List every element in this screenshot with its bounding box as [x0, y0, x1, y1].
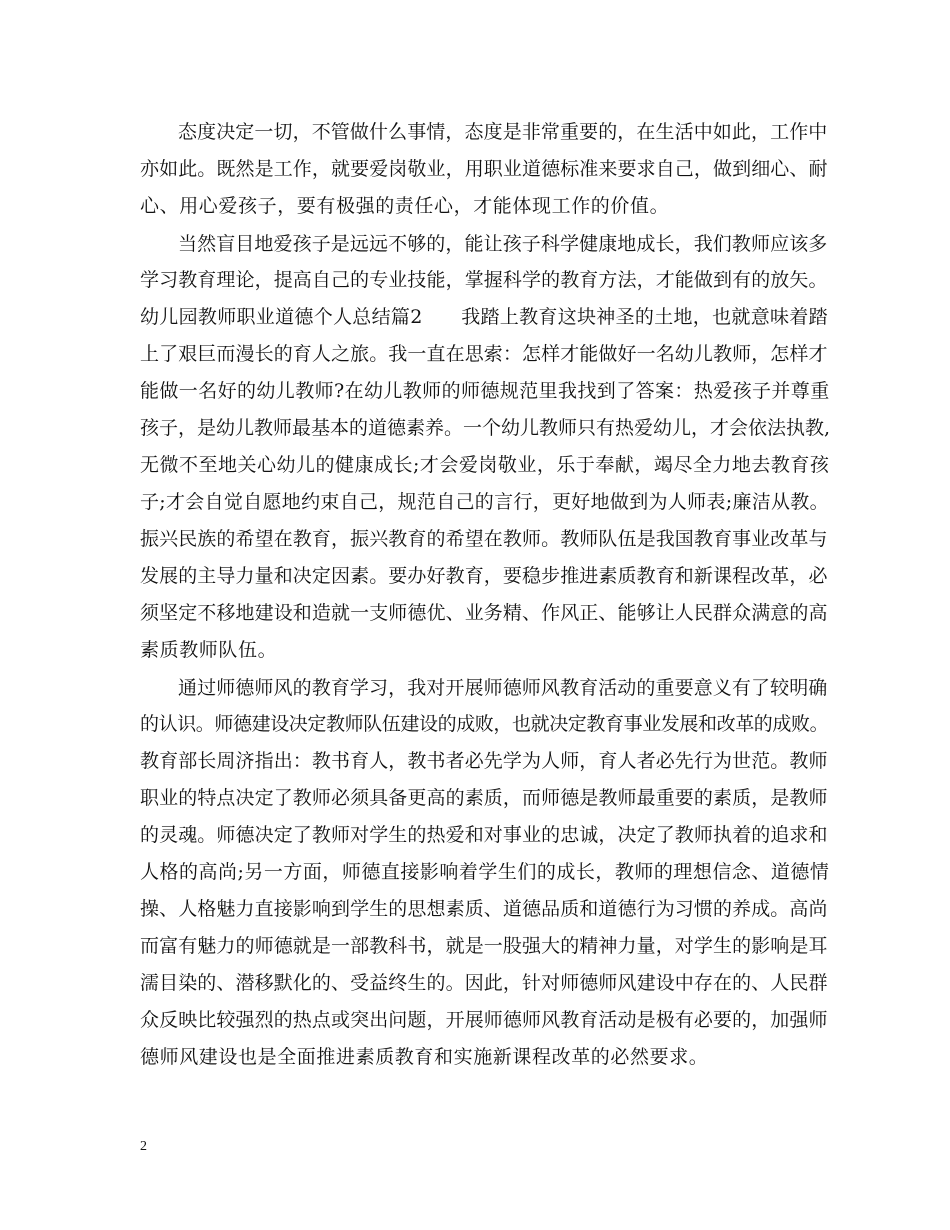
paragraph-line: 心、用心爱孩子，要有极强的责任心，才能体现工作的价值。	[140, 195, 670, 217]
page-number: 2	[140, 1139, 147, 1154]
paragraph-line: 的灵魂。师德决定了教师对学生的热爱和对事业的忠诚，决定了教师执着的追求和	[140, 824, 828, 846]
paragraph-line: 能做一名好的幼儿教师?在幼儿教师的师德规范里我找到了答案：热爱孩子并尊重	[140, 380, 830, 402]
paragraph-line: 无微不至地关心幼儿的健康成长;才会爱岗敬业，乐于奉献，竭尽全力地去教育孩	[140, 454, 830, 476]
paragraph-line: 的认识。师德建设决定教师队伍建设的成败，也就决定教育事业发展和改革的成败。	[140, 713, 829, 735]
paragraph-line: 濡目染的、潜移默化的、受益终生的。因此，针对师德师风建设中存在的、人民群	[140, 972, 828, 994]
paragraph-line: 德师风建设也是全面推进素质教育和实施新课程改革的必然要求。	[140, 1046, 709, 1068]
paragraph-line: 发展的主导力量和决定因素。要办好教育，要稳步推进素质教育和新课程改革，必	[140, 565, 828, 587]
paragraph-line: 而富有魅力的师德就是一部教科书，就是一股强大的精神力量，对学生的影响是耳	[140, 935, 828, 957]
paragraph-line: 素质教师队伍。	[140, 639, 278, 661]
paragraph-line: 当然盲目地爱孩子是远远不够的，能让孩子科学健康地成长，我们教师应该多	[178, 233, 828, 255]
paragraph-line: 上了艰巨而漫长的育人之旅。我一直在思索：怎样才能做好一名幼儿教师，怎样才	[140, 343, 828, 365]
paragraph-line: 振兴民族的希望在教育，振兴教育的希望在教师。教师队伍是我国教育事业改革与	[140, 528, 828, 550]
paragraph-line: 学习教育理论，提高自己的专业技能，掌握科学的教育方法，才能做到有的放矢。	[140, 269, 828, 291]
paragraph-line: 须坚定不移地建设和造就一支师德优、业务精、作风正、能够让人民群众满意的高	[140, 602, 828, 624]
paragraph-line: 教育部长周济指出：教书育人，教书者必先学为人师，育人者必先行为世范。教师	[140, 750, 828, 772]
paragraph-line: 众反映比较强烈的热点或突出问题，开展师德师风教育活动是极有必要的，加强师	[140, 1009, 828, 1031]
paragraph-line: 职业的特点决定了教师必须具备更高的素质，而师德是教师最重要的素质，是教师	[140, 787, 828, 809]
paragraph-line: 幼儿园教师职业道德个人总结篇2 我踏上教育这块神圣的土地，也就意味着踏	[140, 306, 828, 328]
paragraph-line: 孩子，是幼儿教师最基本的道德素养。一个幼儿教师只有热爱幼儿，才会依法执教,	[140, 417, 831, 439]
paragraph-line: 亦如此。既然是工作，就要爱岗敬业，用职业道德标准来要求自己，做到细心、耐	[140, 158, 828, 180]
paragraph-line: 通过师德师风的教育学习，我对开展师德师风教育活动的重要意义有了较明确	[178, 677, 828, 699]
paragraph-line: 操、人格魅力直接影响到学生的思想素质、道德品质和道德行为习惯的养成。高尚	[140, 898, 828, 920]
paragraph-line: 人格的高尚;另一方面，师德直接影响着学生们的成长，教师的理想信念、道德情	[140, 861, 830, 883]
paragraph-line: 态度决定一切，不管做什么事情，态度是非常重要的，在生活中如此，工作中	[178, 121, 828, 143]
paragraph-line: 子;才会自觉自愿地约束自己，规范自己的言行，更好地做到为人师表;廉洁从教。	[140, 491, 829, 513]
